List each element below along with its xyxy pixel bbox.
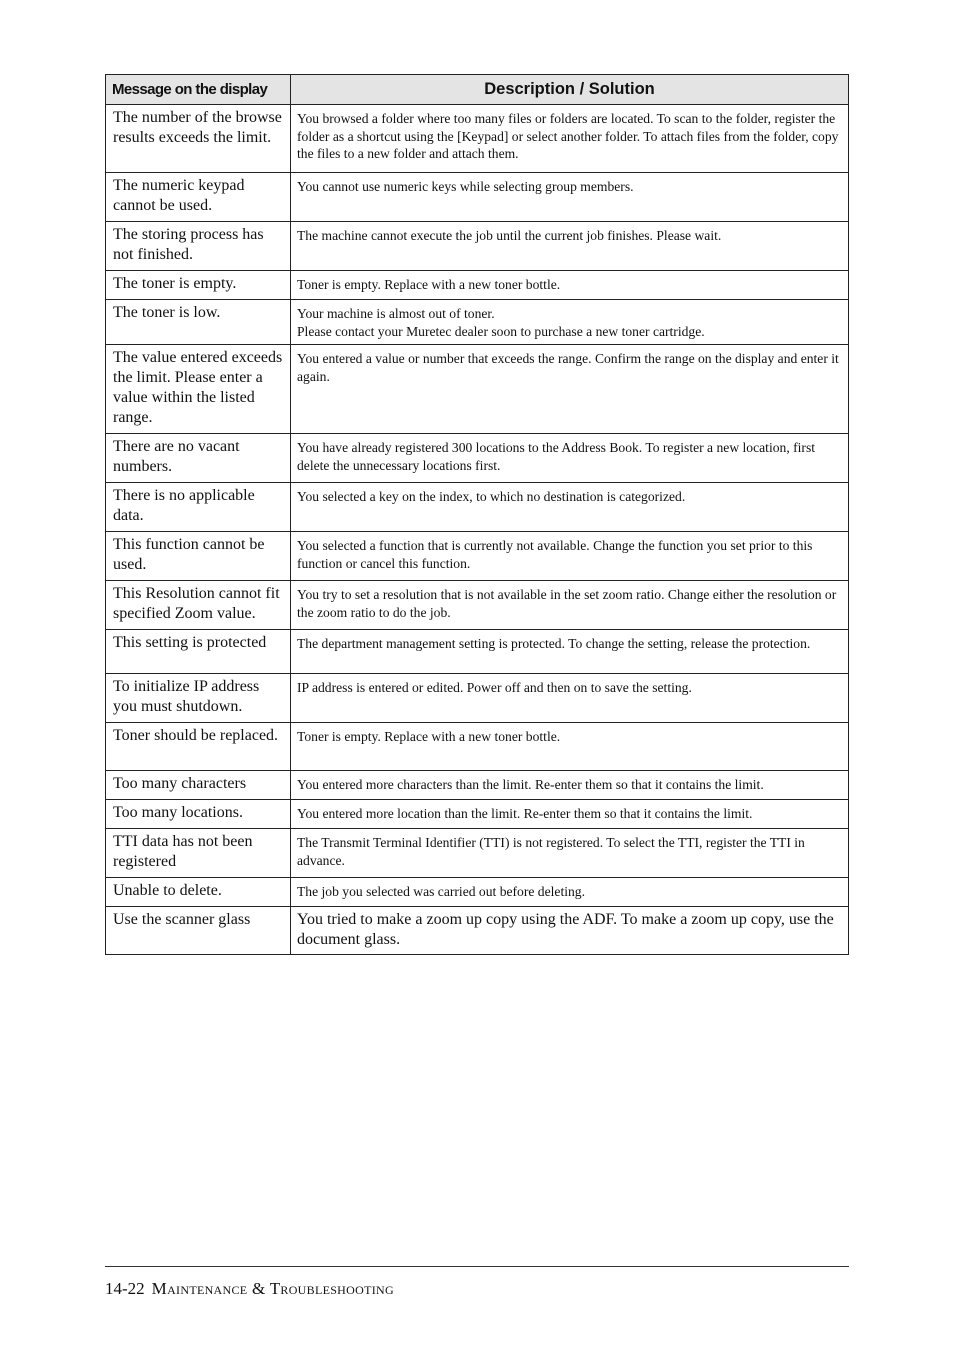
description-cell: You tried to make a zoom up copy using the ADF. To make a zoom up copy, use the document glass. xyxy=(291,907,849,955)
description-cell: You selected a key on the index, to which no destination is categorized. xyxy=(291,483,849,532)
table-row xyxy=(106,300,849,345)
message-cell: The value entered exceeds the limit. Please enter a value within the listed range. xyxy=(106,345,291,434)
message-cell: Toner should be replaced. xyxy=(106,723,291,771)
description-cell: Toner is empty. Replace with a new toner bottle. xyxy=(291,271,849,300)
message-cell: This function cannot be used. xyxy=(106,532,291,581)
description-cell: Toner is empty. Replace with a new toner bottle. xyxy=(291,723,849,771)
description-line: Please contact your Muretec dealer soon to purchase a new toner cartridge. xyxy=(297,323,705,339)
message-cell: To initialize IP address you must shutdown. xyxy=(106,674,291,723)
description-cell: You browsed a folder where too many files or folders are located. To scan to the folder, register the folder as a shortcut using the [Keypad] or select another folder. To attach files from the folder, copy the files to a new folder and attach them. xyxy=(291,105,849,173)
table-row xyxy=(106,483,849,532)
message-cell: This setting is protected xyxy=(106,630,291,674)
description-cell: The department management setting is protected. To change the setting, release the protection. xyxy=(291,630,849,674)
header-message: Message on the display xyxy=(106,75,291,105)
table-row xyxy=(106,581,849,630)
message-cell: Use the scanner glass xyxy=(106,907,291,955)
description-cell: You entered a value or number that exceeds the range. Confirm the range on the display and enter it again. xyxy=(291,345,849,434)
messages-table xyxy=(105,74,849,955)
header-description: Description / Solution xyxy=(291,75,849,105)
message-cell: The toner is empty. xyxy=(106,271,291,300)
table-row xyxy=(106,630,849,674)
description-cell: You try to set a resolution that is not available in the set zoom ratio. Change either the resolution or the zoom ratio to do the job. xyxy=(291,581,849,630)
description-cell: The machine cannot execute the job until the current job finishes. Please wait. xyxy=(291,222,849,271)
table-row xyxy=(106,434,849,483)
description-cell: The Transmit Terminal Identifier (TTI) is not registered. To select the TTI, register the TTI in advance. xyxy=(291,829,849,878)
table-row xyxy=(106,771,849,800)
description-cell xyxy=(291,300,849,345)
message-cell: Too many locations. xyxy=(106,800,291,829)
message-cell: The storing process has not finished. xyxy=(106,222,291,271)
table-row xyxy=(106,532,849,581)
table-row xyxy=(106,800,849,829)
description-cell: You entered more location than the limit. Re-enter them so that it contains the limit. xyxy=(291,800,849,829)
section-title: Maintenance & Troubleshooting xyxy=(151,1279,394,1298)
description-cell: IP address is entered or edited. Power off and then on to save the setting. xyxy=(291,674,849,723)
message-cell: There is no applicable data. xyxy=(106,483,291,532)
table-row xyxy=(106,829,849,878)
table-row xyxy=(106,271,849,300)
table-row xyxy=(106,878,849,907)
description-cell: You entered more characters than the limit. Re-enter them so that it contains the limit. xyxy=(291,771,849,800)
table-row xyxy=(106,173,849,222)
message-cell: TTI data has not been registered xyxy=(106,829,291,878)
table-row xyxy=(106,907,849,955)
page-footer xyxy=(105,1279,394,1299)
table-row xyxy=(106,105,849,173)
table-row xyxy=(106,674,849,723)
message-cell: This Resolution cannot fit specified Zoom value. xyxy=(106,581,291,630)
description-cell: The job you selected was carried out before deleting. xyxy=(291,878,849,907)
table-header-row xyxy=(106,75,849,105)
description-line: Your machine is almost out of toner. xyxy=(297,306,495,321)
table-row xyxy=(106,222,849,271)
footer-divider xyxy=(105,1266,849,1267)
message-cell: Unable to delete. xyxy=(106,878,291,907)
message-cell: There are no vacant numbers. xyxy=(106,434,291,483)
description-cell: You selected a function that is currently not available. Change the function you set prior to this function or cancel this function. xyxy=(291,532,849,581)
page-number: 14-22 xyxy=(105,1279,145,1298)
description-cell: You have already registered 300 locations to the Address Book. To register a new location, first delete the unnecessary locations first. xyxy=(291,434,849,483)
description-cell: You cannot use numeric keys while selecting group members. xyxy=(291,173,849,222)
message-cell: The toner is low. xyxy=(106,300,291,345)
table-row xyxy=(106,723,849,771)
table-row xyxy=(106,345,849,434)
message-cell: Too many characters xyxy=(106,771,291,800)
message-cell: The number of the browse results exceeds the limit. xyxy=(106,105,291,173)
message-cell: The numeric keypad cannot be used. xyxy=(106,173,291,222)
